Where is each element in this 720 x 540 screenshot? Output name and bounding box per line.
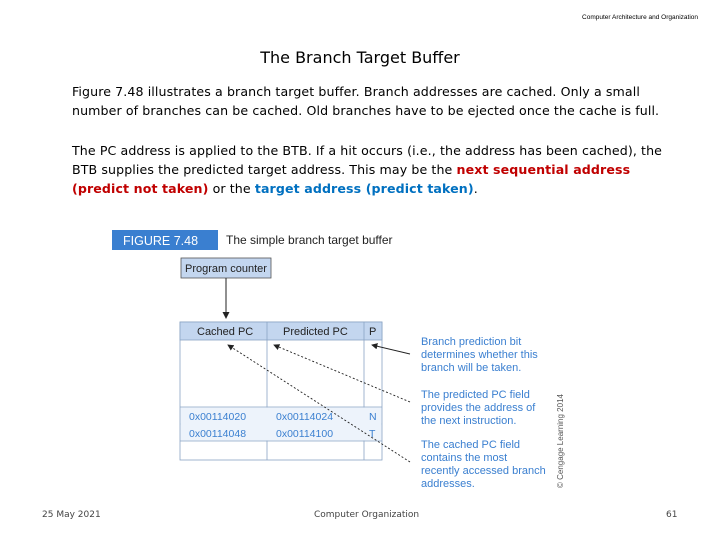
cell-predicted-pc: 0x00114100 xyxy=(276,428,334,440)
page-number: 61 xyxy=(666,510,678,520)
paragraph-text: The PC address is applied to the BTB. If a hit occurs (i.e., the address has been cached), the BTB supplies the predicted target address. This may be the xyxy=(72,143,663,177)
col-header-cached-pc: Cached PC xyxy=(197,326,254,338)
highlight-not-taken: next sequential address (predict not taken) xyxy=(72,162,631,196)
col-header-predicted-pc: Predicted PC xyxy=(283,326,348,338)
paragraph-text: . xyxy=(473,181,478,196)
paragraph-intro: Figure 7.48 illustrates a branch target buffer. Branch addresses are cached. Only a small number of branches can be cached. Old branches have to be ejected once the cache is full. xyxy=(72,84,660,118)
cell-prediction-bit: T xyxy=(369,428,376,440)
paragraph-btb xyxy=(72,141,682,198)
course-header: Computer Architecture and Organization xyxy=(582,14,698,21)
footer-title: Computer Organization xyxy=(314,510,420,520)
highlight-taken: target address (predict taken) xyxy=(254,181,474,196)
slide-title: The Branch Target Buffer xyxy=(260,48,460,67)
col-header-p: P xyxy=(369,326,377,338)
paragraph-text: or the xyxy=(208,181,255,196)
annotation-cached-pc: The cached PC field contains the most recently accessed branch addresses. xyxy=(421,439,546,490)
btb-figure xyxy=(110,226,570,494)
footer-date: 25 May 2021 xyxy=(42,510,101,520)
cell-predicted-pc: 0x00114024 xyxy=(276,411,334,423)
cell-cached-pc: 0x00114020 xyxy=(189,411,247,423)
program-counter-label: Program counter xyxy=(185,263,267,275)
copyright-notice: © Cengage Learning 2014 xyxy=(556,394,565,488)
annotation-prediction-bit: Branch prediction bit determines whether this branch will be taken. xyxy=(421,336,538,374)
cell-cached-pc: 0x00114048 xyxy=(189,428,247,440)
figure-badge-label: FIGURE 7.48 xyxy=(123,234,199,248)
cell-prediction-bit: N xyxy=(369,411,377,423)
annotation-predicted-pc: The predicted PC field provides the address of the next instruction. xyxy=(421,389,536,427)
btb-diagram xyxy=(110,226,570,494)
figure-caption: The simple branch target buffer xyxy=(226,233,393,247)
